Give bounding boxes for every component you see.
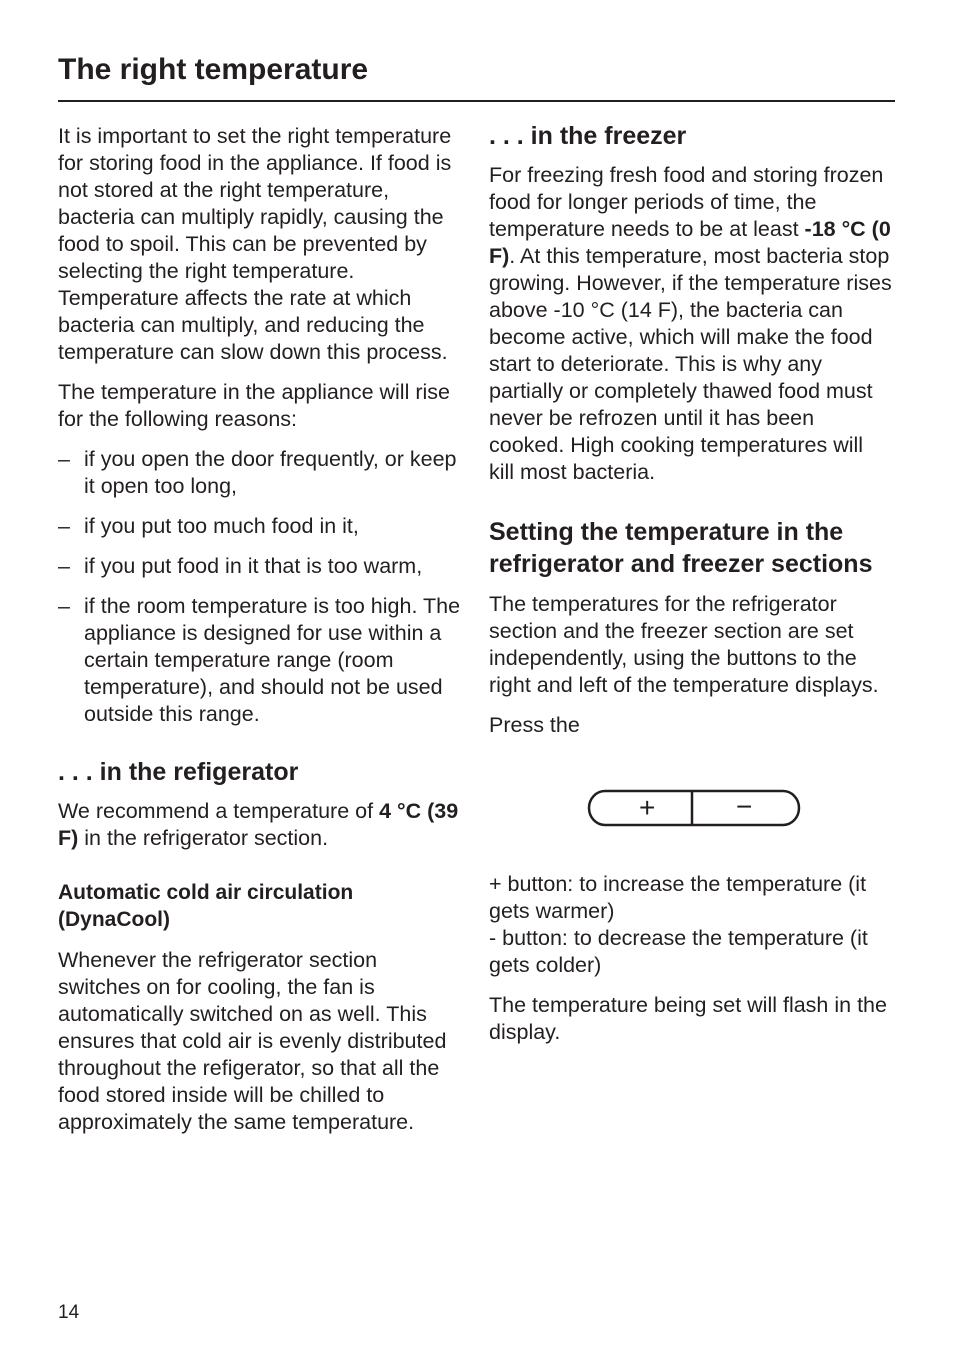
title-rule bbox=[58, 100, 895, 102]
setting-heading: Setting the temperature in the refrigerator and freezer sections bbox=[489, 518, 873, 578]
fridge-heading: . . . in the refigerator bbox=[58, 758, 299, 786]
minus-button-label: − bbox=[736, 791, 753, 822]
dynacool-heading: Automatic cold air circulation (DynaCool) bbox=[58, 881, 354, 931]
freezer-heading: . . . in the freezer bbox=[489, 122, 687, 150]
plus-button-description: + button: to increase the temperature (it gets warmer) bbox=[489, 872, 867, 923]
dash-bullet: – bbox=[58, 554, 70, 578]
minus-button-description: - button: to decrease the temperature (it gets colder) bbox=[489, 926, 868, 977]
setting-paragraph: The temperatures for the refrigerator section and the freezer section are set independently, using the buttons to the right and left of the temperature displays. bbox=[489, 592, 879, 697]
fridge-paragraph: We recommend a temperature of 4 °C (39 F) in the refrigerator section. bbox=[58, 799, 459, 850]
list-item: – if you put food in it that is too warm, bbox=[58, 554, 423, 578]
plus-button-label: + bbox=[639, 792, 656, 823]
freezer-temperature: -18 °C (0 F) bbox=[489, 217, 891, 268]
list-item: – if you open the door frequently, or keep it open too long, bbox=[58, 447, 457, 498]
reasons-intro: The temperature in the appliance will rise for the following reasons: bbox=[58, 380, 450, 431]
intro-paragraph: It is important to set the right temperature for storing food in the appliance. If food is not stored at the right temperature, bacteria can multiply rapidly, causing the food to spoil. This can be prevented by selecting the right temperature. Temperature affects the rate at which bacteria can multiply, and reducing the temperature can slow down this process. bbox=[58, 124, 452, 364]
press-the-text: Press the bbox=[489, 713, 580, 737]
dash-bullet: – bbox=[58, 514, 70, 538]
dash-bullet: – bbox=[58, 594, 70, 618]
temperature-buttons-illustration bbox=[587, 789, 801, 827]
plus-minus-button-icon bbox=[587, 789, 801, 827]
fridge-temperature: 4 °C (39 F) bbox=[58, 799, 459, 850]
page-number: 14 bbox=[58, 1302, 80, 1323]
dash-bullet: – bbox=[58, 447, 70, 471]
button-descriptions bbox=[489, 871, 894, 979]
freezer-paragraph: For freezing fresh food and storing frozen food for longer periods of time, the temperature needs to be at least -18 °C (0 F). At this temperature, most bacteria stop growing. However, if the temperature rises above -10 °C (14 F), the bacteria can become active, which will make the food start to deteriorate. This is why any partially or completely thawed food must never be refrozen until it has been cooked. High cooking temperatures will kill most bacteria. bbox=[489, 163, 892, 484]
reasons-list bbox=[58, 446, 463, 728]
flash-paragraph: The temperature being set will flash in the display. bbox=[489, 993, 887, 1044]
list-item: – if you put too much food in it, bbox=[58, 514, 359, 538]
page-title: The right temperature bbox=[58, 53, 369, 86]
right-column bbox=[489, 123, 894, 1059]
list-item: – if the room temperature is too high. The appliance is designed for use within a certain temperature range (room temperature), and should not be used outside this range. bbox=[58, 594, 461, 726]
dynacool-paragraph: Whenever the refrigerator section switches on for cooling, the fan is automatically switched on as well. This ensures that cold air is evenly distributed throughout the refigerator, so that all the food stored inside will be chilled to approximately the same temperature. bbox=[58, 948, 447, 1134]
left-column bbox=[58, 123, 463, 1149]
